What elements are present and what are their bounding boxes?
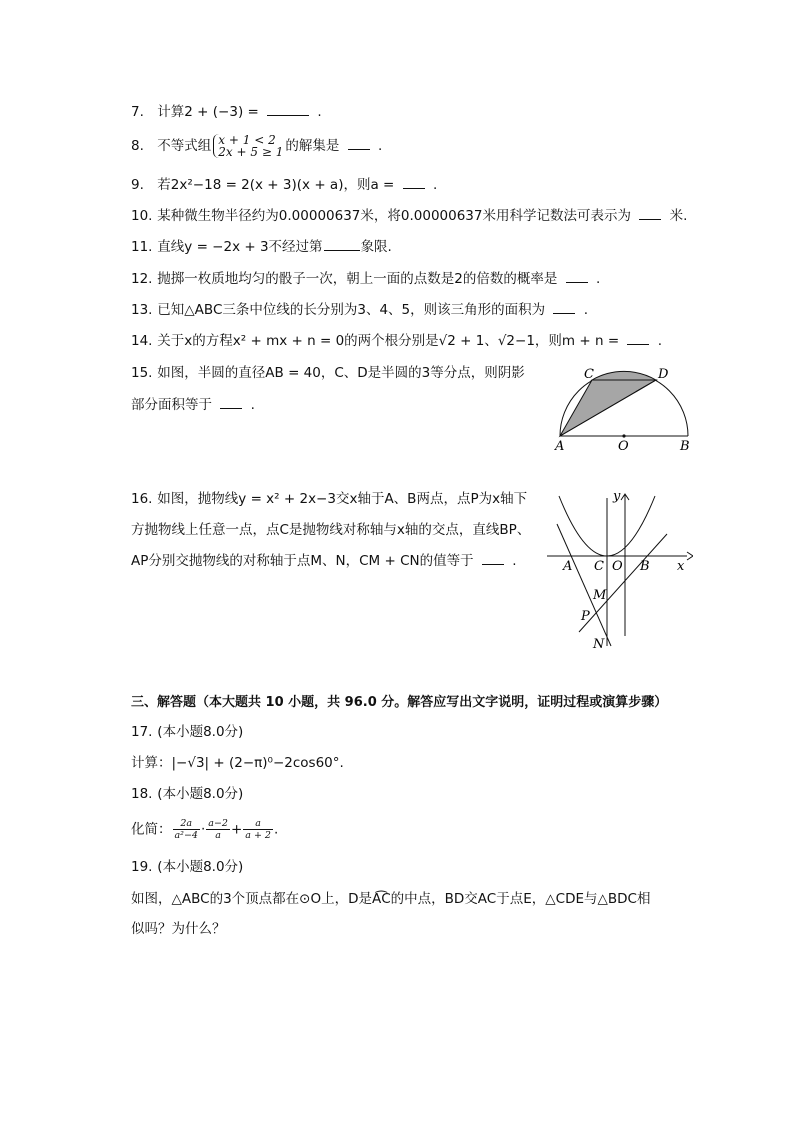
answer-blank [220,396,242,409]
question-score: (本小题8.0分) [157,724,244,740]
question-16-line-3 [131,552,517,570]
denominator: a [215,830,221,841]
question-text: AP分别交抛物线的对称轴于点M、N，CM + CN的值等于 [131,553,474,569]
question-15 [131,364,525,382]
question-16-line-2 [131,521,530,539]
question-end: . [250,397,255,413]
numerator: 2a [173,818,200,830]
question-number: 10. [131,208,153,224]
label-a: A [563,559,573,574]
denominator: a²−4 [174,830,198,841]
question-text: 象限. [360,239,392,255]
question-17 [131,723,243,741]
question-end: . [657,333,663,349]
question-end: . [273,821,279,838]
fraction-3 [243,818,273,841]
question-text: 如图，半圆的直径AB = 40，C、D是半圆的3等分点，则阴影 [157,365,525,381]
fraction-1 [173,818,200,841]
question-12 [131,270,600,288]
section-heading: 三、解答题（本大题共 10 小题，共 96.0 分。解答应写出文字说明，证明过程或演算步骤） [131,695,668,710]
figure-semicircle [548,362,698,454]
question-text: 如图，△ABC的3个顶点都在⊙O上，D是A͡C的中点，BD交AC于点E，△CDE与△BDC相 [131,891,651,907]
question-10 [131,207,687,225]
question-14 [131,332,662,350]
numerator: a−2 [208,818,228,829]
question-end: . [583,302,589,318]
question-7 [131,103,322,121]
label-n: N [593,637,605,652]
question-end: . [432,177,438,193]
label-y: y [613,489,621,504]
question-text: 直线y = −2x + 3不经过第 [157,239,323,255]
question-text: 若2x²−18 = 2(x + 3)(x + a)，则a = [157,177,395,193]
operator-dot: · [200,821,206,838]
answer-blank [627,332,649,345]
question-18 [131,785,243,803]
question-number: 15. [131,365,153,381]
label-c: C [584,367,594,382]
question-text: 某种微生物半径约为0.00000637米，将0.00000637米用科学记数法可表示为 [157,208,631,224]
question-number: 19. [131,859,153,875]
label-b: B [680,439,690,454]
question-number: 16. [131,491,153,507]
inequality-line-1: x + 1 < 2 [218,133,276,147]
question-19 [131,858,243,876]
question-text: 似吗？为什么？ [131,921,226,937]
numerator: a [243,818,273,830]
answer-blank [348,137,370,150]
label-o: O [612,559,623,574]
answer-blank [566,270,588,283]
question-score: (本小题8.0分) [157,859,244,875]
question-text: 不等式组 [157,138,212,154]
question-number: 13. [131,302,153,318]
question-number: 18. [131,786,153,802]
center-point [622,434,625,437]
question-number: 14. [131,333,153,349]
label-c: C [594,559,604,574]
label-b: B [640,559,650,574]
question-15-line-2 [131,396,255,414]
question-number: 17. [131,724,153,740]
question-text: 的解集是 [285,138,340,154]
question-score: (本小题8.0分) [157,786,244,802]
answer-blank [324,238,360,251]
shaded-segment [592,371,656,380]
denominator: a + 2 [245,830,271,841]
answer-blank [403,176,425,189]
question-13 [131,301,588,319]
question-number: 11. [131,239,153,255]
question-end: . [377,138,383,154]
question-number: 12. [131,271,153,287]
question-16 [131,490,527,508]
question-end: . [595,271,601,287]
answer-blank [482,552,504,565]
label-x: x [677,559,685,574]
question-number: 9. [131,177,144,193]
question-text: 已知△ABC三条中位线的长分别为3、4、5，则该三角形的面积为 [157,302,546,318]
question-19-body [131,890,650,908]
question-text: 方抛物线上任意一点，点C是抛物线对称轴与x轴的交点，直线BP、 [131,522,531,538]
x-axis-arrow [687,552,693,560]
question-18-body [131,818,278,841]
label-d: D [658,367,669,382]
question-text: 关于x的方程x² + mx + n = 0的两个根分别是√2 + 1、√2−1，则m + n = [157,333,620,349]
fraction-2 [206,818,230,841]
label-p: P [581,609,590,624]
question-text: 如图，抛物线y = x² + 2x−3交x轴于A、B两点，点P为x轴下 [157,491,528,507]
question-text: 化简： [131,821,172,838]
inequality-line-2: 2x + 5 ≥ 1 [218,145,284,159]
label-a: A [555,439,565,454]
question-17-body [131,754,344,772]
question-9 [131,176,437,194]
question-number: 7. [131,104,144,120]
question-end: 米. [669,208,688,224]
answer-blank [267,103,309,116]
inequality-system [213,134,283,158]
label-m: M [593,588,607,603]
question-end: . [317,104,322,120]
answer-blank [553,301,575,314]
question-number: 8. [131,138,144,154]
question-8 [131,134,382,158]
answer-blank [639,207,661,220]
operator-plus: + [230,821,243,838]
question-text: 部分面积等于 [131,397,212,413]
question-text: 计算：|−√3| + (2−π)⁰−2cos60°. [131,755,344,771]
question-text: 计算2 + (−3) = [157,104,259,120]
question-end: . [512,553,517,569]
figure-parabola [543,486,693,656]
question-text: 抛掷一枚质地均匀的骰子一次，朝上一面的点数是2的倍数的概率是 [157,271,558,287]
question-19-body-2 [131,920,226,938]
question-11 [131,238,392,256]
label-o: O [618,439,629,454]
